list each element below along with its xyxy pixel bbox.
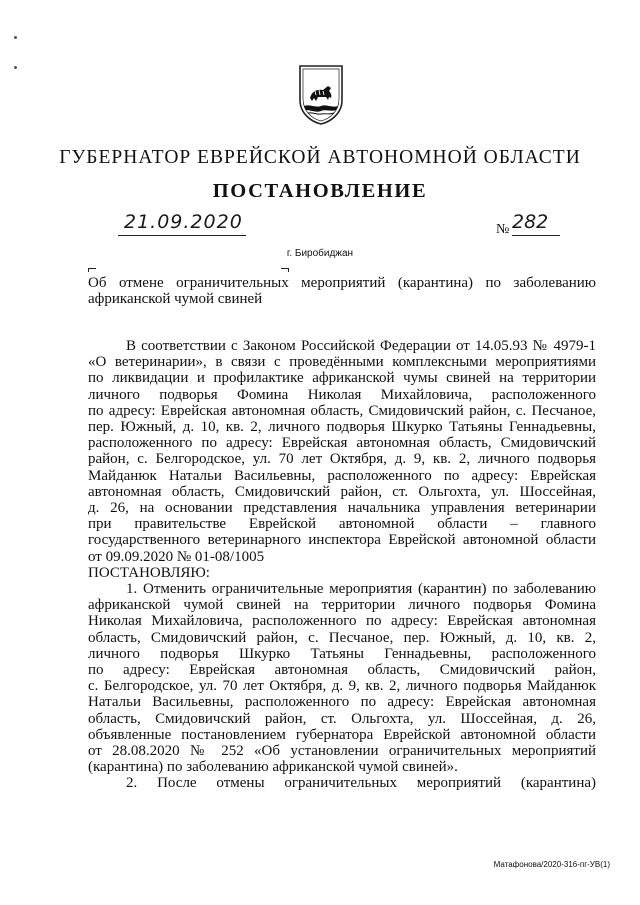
subject-line: Об отмене ограничительных мероприятий (карантина) по заболеванию bbox=[88, 275, 596, 291]
body-line: пер. Южный, д. 10, кв. 2, личного подворья Шкурко Татьяны Геннадьевны, bbox=[88, 419, 596, 436]
document-code: Матафонова/2020-316-пг-УВ(1) bbox=[493, 860, 610, 869]
body-line: объявленные постановлением губернатора Еврейской автономной области bbox=[88, 726, 596, 743]
body-line: 1. Отменить ограничительные мероприятия (карантин) по заболеванию bbox=[126, 581, 596, 598]
body-line: 2. После отмены ограничительных мероприятий (карантина) bbox=[126, 775, 596, 792]
decree-keyword: ПОСТАНОВЛЯЮ: bbox=[88, 564, 210, 581]
body-line: с. Белгородское, ул. 70 лет Октября, д. 9, кв. 2, личного подворья Майданюк bbox=[88, 678, 596, 695]
body-line: при правительстве Еврейской автономной области – главного bbox=[88, 516, 596, 533]
document-type: ПОСТАНОВЛЕНИЕ bbox=[212, 180, 428, 202]
document-date: 21.09.2020 bbox=[124, 211, 243, 233]
document-subject bbox=[88, 275, 596, 307]
city-label: г. Биробиджан bbox=[286, 248, 354, 259]
scan-speck bbox=[14, 66, 17, 69]
scan-speck bbox=[14, 36, 17, 39]
body-line: д. 26, на основании представления начальника управления ветеринарии bbox=[88, 500, 596, 517]
body-line: область, Смидовичский район, ст. Ольгохта, ул. Шоссейная, д. 26, bbox=[88, 710, 596, 727]
subject-bracket-left bbox=[88, 268, 96, 272]
number-underline bbox=[512, 235, 560, 236]
body-line: автономная область, Смидовичский район, ст. Ольгохта, ул. Шоссейная, bbox=[88, 483, 596, 500]
body-line: африканской чумой свиней на территории личного подворья Фомина bbox=[88, 597, 596, 614]
body-line: по адресу: Еврейская автономная область, Смидовичский район, с. Песчаное, bbox=[88, 402, 596, 419]
subject-bracket-right bbox=[281, 268, 289, 272]
body-line: от 28.08.2020 № 252 «Об установлении ограничительных мероприятий bbox=[88, 743, 596, 760]
governor-title: ГУБЕРНАТОР ЕВРЕЙСКОЙ АВТОНОМНОЙ ОБЛАСТИ bbox=[59, 147, 581, 168]
body-line: область, Смидовичский район, с. Песчаное, пер. Южный, д. 10, кв. 2, bbox=[88, 629, 596, 646]
document-number: 282 bbox=[512, 211, 549, 233]
body-line: расположенного по адресу: Еврейская автономная область, Смидовичский bbox=[88, 435, 596, 452]
coat-of-arms-icon bbox=[298, 64, 344, 126]
body-line: В соответствии с Законом Российской Федерации от 14.05.93 № 4979-1 bbox=[126, 338, 596, 354]
body-line: личного подворья Шкурко Татьяны Геннадьевны, расположенного bbox=[88, 645, 596, 662]
date-underline bbox=[118, 235, 246, 236]
body-line: «О ветеринарии», в связи с проведёнными комплексными мероприятиями bbox=[88, 354, 596, 371]
number-prefix: № bbox=[496, 222, 510, 237]
body-line: по адресу: Еврейская автономная область, Смидовичский район, bbox=[88, 662, 596, 679]
body-line: район, с. Белгородское, ул. 70 лет Октября, д. 9, кв. 2, личного подворья bbox=[88, 451, 596, 468]
body-line: Николая Михайловича, расположенного по адресу: Еврейская автономная bbox=[88, 613, 596, 630]
body-line: Натальи Васильевны, расположенного по адресу: Еврейская автономная bbox=[88, 694, 596, 711]
body-line: Майданюк Натальи Васильевны, расположенного по адресу: Еврейская bbox=[88, 467, 596, 484]
subject-line: африканской чумой свиней bbox=[88, 291, 263, 307]
body-line: по ликвидации и профилактике африканской чумы свиней на территории bbox=[88, 370, 596, 387]
body-line: личного подворья Фомина Николая Михайловича, расположенного bbox=[88, 386, 596, 403]
body-line: от 09.09.2020 № 01-08/1005 bbox=[88, 548, 265, 565]
body-line: (карантина) по заболеванию африканской чумой свиней». bbox=[88, 759, 458, 776]
document-body bbox=[88, 338, 596, 792]
body-line: государственного ветеринарного инспектора Еврейской автономной области bbox=[88, 532, 596, 549]
